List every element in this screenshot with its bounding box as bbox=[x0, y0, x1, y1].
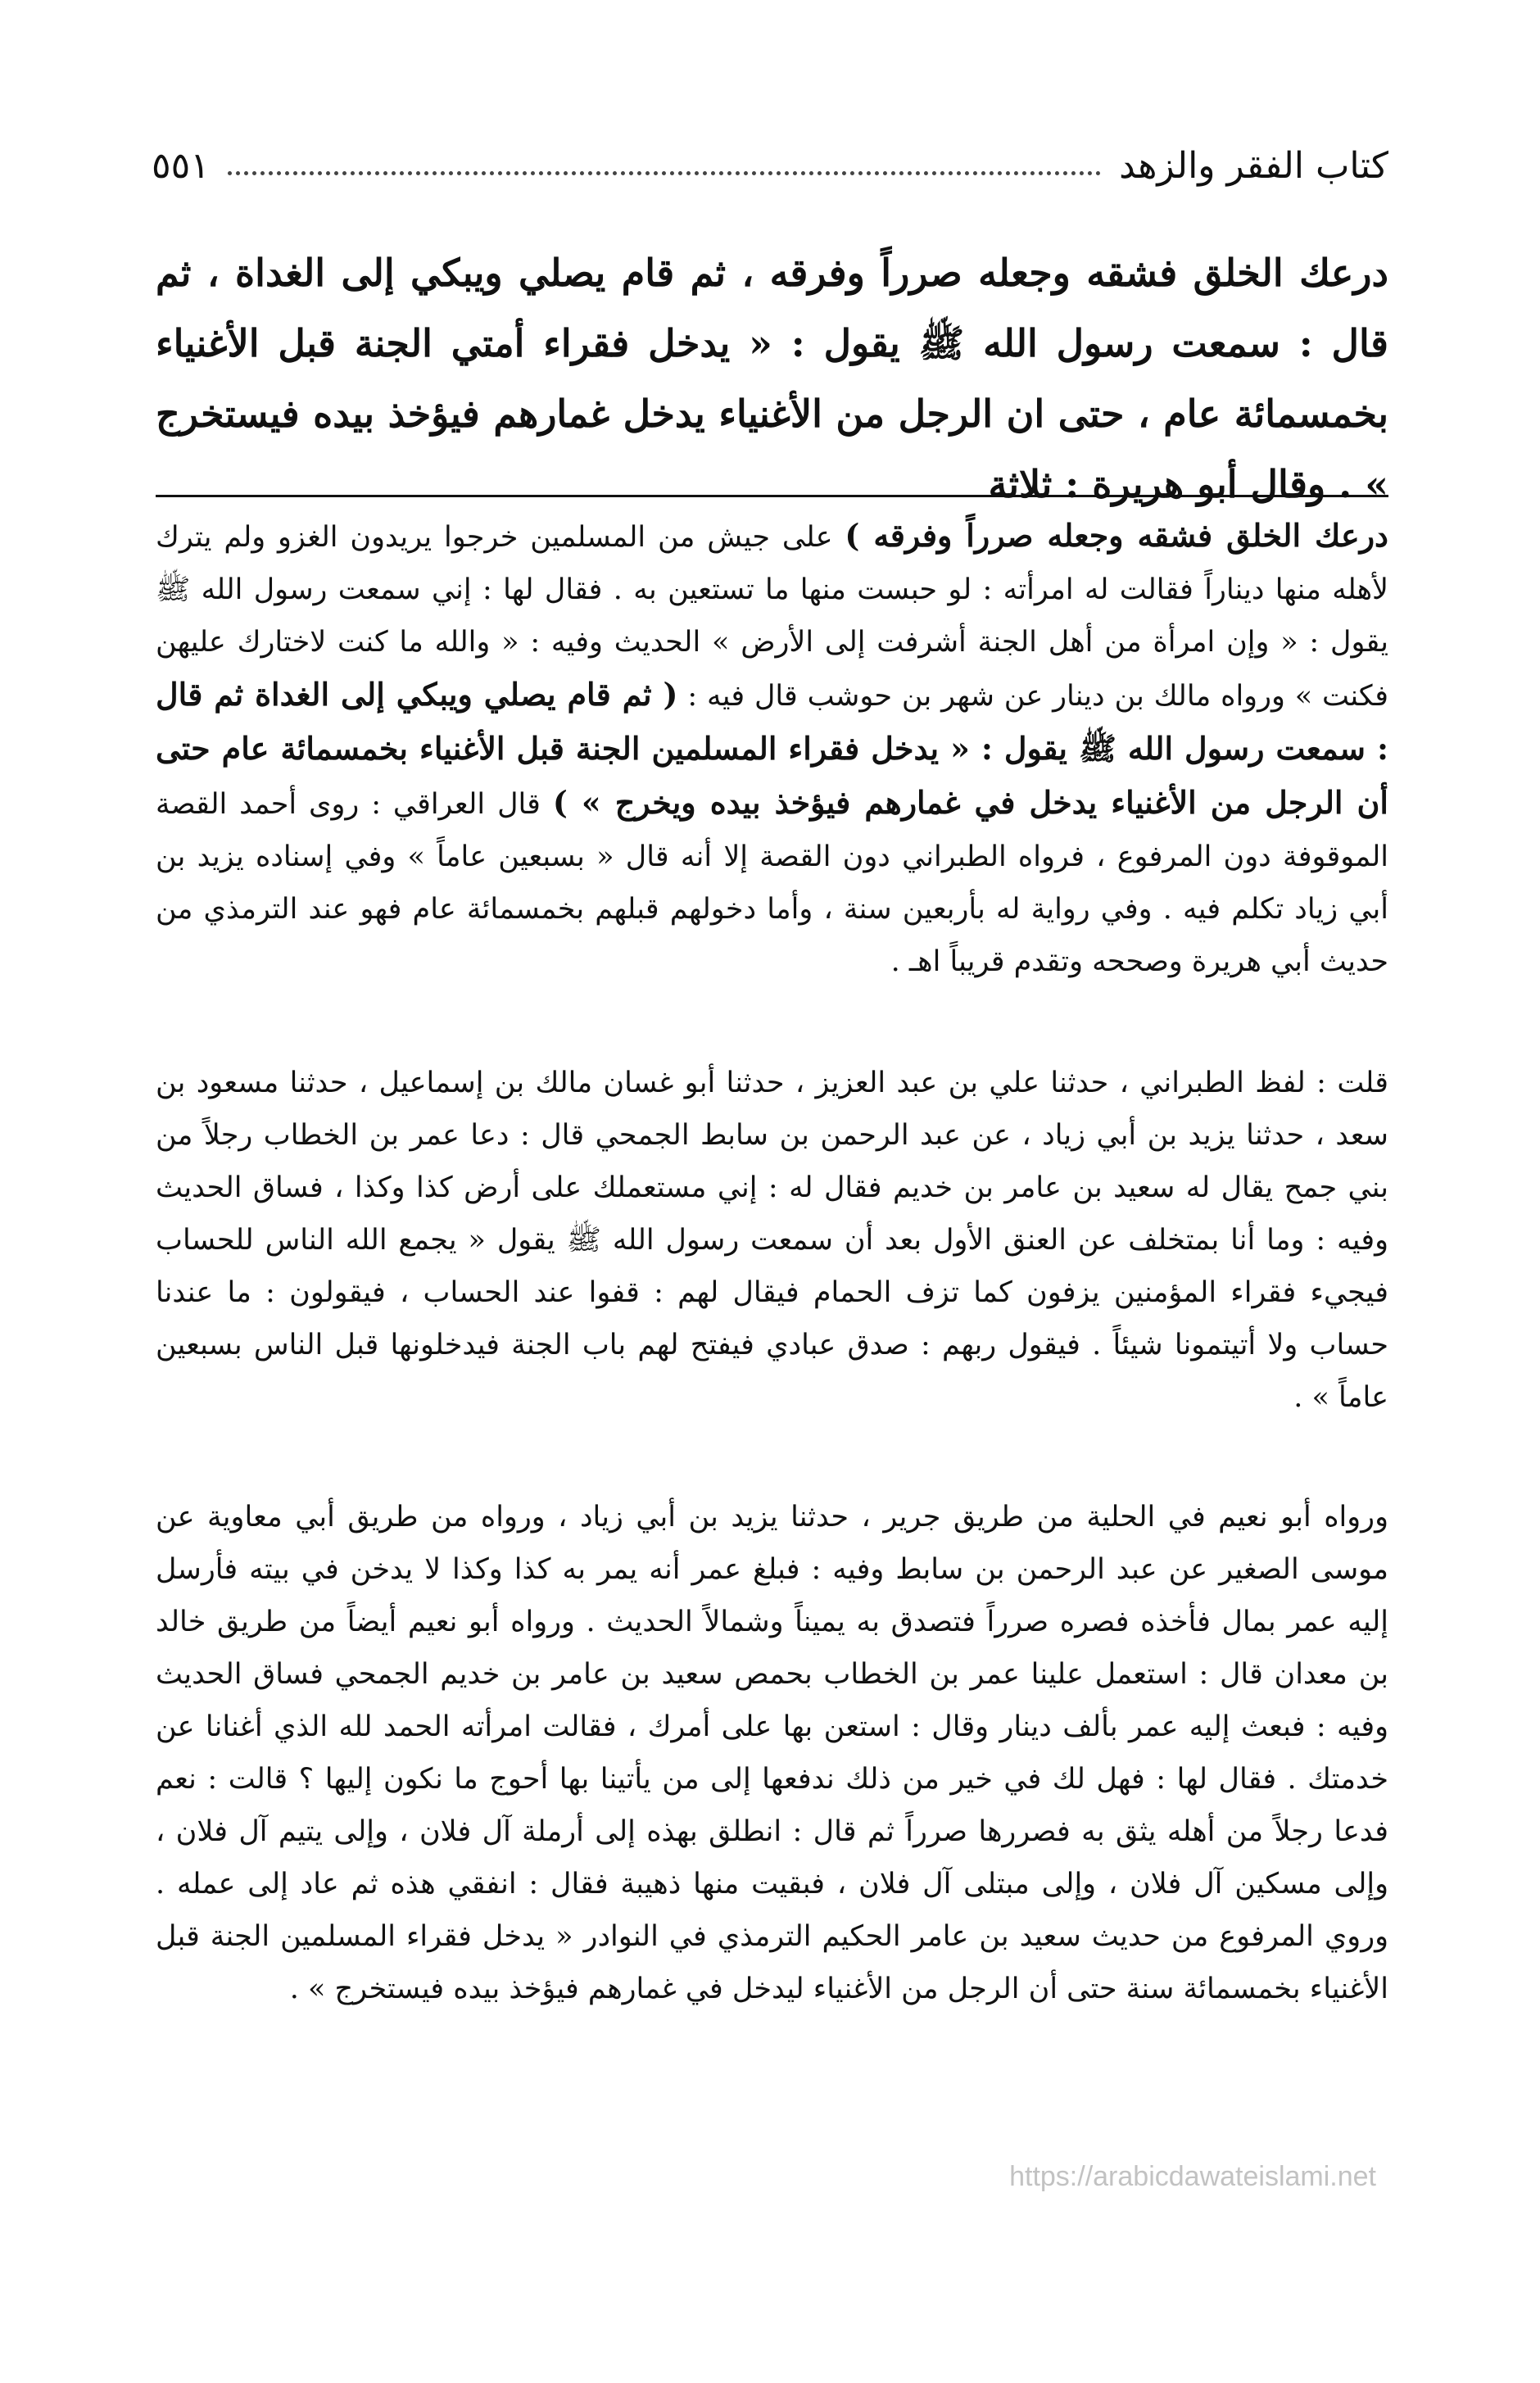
header-dot-leader bbox=[228, 170, 1101, 175]
footnote-1 bbox=[156, 510, 1388, 988]
footnote-1-text-b: قال العراقي : روى أحمد القصة الموقوفة دون المرفوع ، فرواه الطبراني دون القصة إلا أنه قال « بسبعين عاماً » وفي إسناده يزيد بن أبي زياد تكلم فيه . وفي رواية له بأربعين سنة ، وأما دخولهم قبلهم بخمسمائة عام فهو عند الترمذي من حديث أبي هريرة وصححه وتقدم قريباً اهـ . bbox=[156, 788, 1388, 978]
footnote-1-quote: ( ثم قام يصلي ويبكي إلى الغداة ثم قال : سمعت رسول الله ﷺ يقول : « يدخل فقراء المسلمين الجنة قبل الأغنياء بخمسمائة عام حتى أن الرجل من الأغنياء يدخل في غمارهم فيؤخذ بيده ويخرج » ) bbox=[156, 676, 1388, 821]
footnote-separator bbox=[156, 495, 1388, 497]
footnote-2: قلت : لفظ الطبراني ، حدثنا علي بن عبد العزيز ، حدثنا أبو غسان مالك بن إسماعيل ، حدثنا مسعود بن سعد ، حدثنا يزيد بن أبي زياد ، عن عبد الرحمن بن سابط الجمحي قال : دعا عمر بن الخطاب رجلاً من بني جمح يقال له سعيد بن عامر بن خديم فقال له : إني مستعملك على أرض كذا وكذا ، فساق الحديث وفيه : وما أنا بمتخلف عن العنق الأول بعد أن سمعت رسول الله ﷺ يقول « يجمع الله الناس للحساب فيجيء فقراء المؤمنين يزفون كما تزف الحمام فيقال لهم : قفوا عند الحساب ، فيقولون : ما عندنا حساب ولا أتيتمونا شيئاً . فيقول ربهم : صدق عبادي فيفتح لهم باب الجنة فيدخلونها قبل الناس بسبعين عاماً » . bbox=[156, 1067, 1388, 1414]
footnote-1-text-a: على جيش من المسلمين خرجوا يريدون الغزو ولم يترك لأهله منها ديناراً فقالت له امرأته : لو حبست منها ما تستعين به . فقال لها : إني سمعت رسول الله ﷺ يقول : « وإن امرأة من أهل الجنة أشرفت إلى الأرض » الحديث وفيه : « والله ما كنت لاختارك عليهن فكنت » ورواه مالك بن دينار عن شهر بن حوشب قال فيه : bbox=[156, 521, 1388, 713]
page-number: ٥٥١ bbox=[152, 145, 210, 187]
running-header bbox=[152, 129, 1388, 187]
main-text: درعك الخلق فشقه وجعله صرراً وفرقه ، ثم قام يصلي ويبكي إلى الغداة ، ثم قال : سمعت رسول الله ﷺ يقول : « يدخل فقراء أمتي الجنة قبل الأغنياء بخمسمائة عام ، حتى ان الرجل من الأغنياء يدخل غمارهم فيؤخذ بيده فيستخرج » . وقال أبو هريرة : ثلاثة bbox=[156, 251, 1388, 506]
header-title: كتاب الفقر والزهد bbox=[1119, 145, 1388, 187]
footnote-3: ورواه أبو نعيم في الحلية من طريق جرير ، حدثنا يزيد بن أبي زياد ، ورواه من طريق أبي معاوية عن موسى الصغير عن عبد الرحمن بن سابط وفيه : فبلغ عمر أنه يمر به كذا وكذا لا يدخن في بيته فأرسل إليه عمر بمال فأخذه فصره صرراً فتصدق به يميناً وشمالاً الحديث . ورواه أبو نعيم أيضاً من طريق خالد بن معدان قال : استعمل علينا عمر بن الخطاب بحمص سعيد بن عامر بن خديم الجمحي فساق الحديث وفيه : فبعث إليه عمر بألف دينار وقال : استعن بها على أمرك ، فقالت امرأته الحمد لله الذي أغنانا عن خدمتك . فقال لها : فهل لك في خير من ذلك ندفعها إلى من يأتينا بها أحوج ما نكون إليها ؟ قالت : نعم فدعا رجلاً من أهله يثق به فصررها صرراً ثم قال : انطلق بهذه إلى أرملة آل فلان ، وإلى يتيم آل فلان ، وإلى مسكين آل فلان ، وإلى مبتلى آل فلان ، فبقيت منها ذهيبة فقال : انفقي هذه ثم عاد إلى عمله . وروي المرفوع من حديث سعيد بن عامر الحكيم الترمذي في النوادر « يدخل فقراء المسلمين الجنة قبل الأغنياء بخمسمائة سنة حتى أن الرجل من الأغنياء ليدخل في غمارهم فيؤخذ بيده فيستخرج » . bbox=[156, 1501, 1388, 2005]
footnote-1-lead: درعك الخلق فشقه وجعله صرراً وفرقه ) bbox=[845, 517, 1388, 554]
watermark-url: https://arabicdawateislami.net bbox=[1009, 2161, 1376, 2192]
